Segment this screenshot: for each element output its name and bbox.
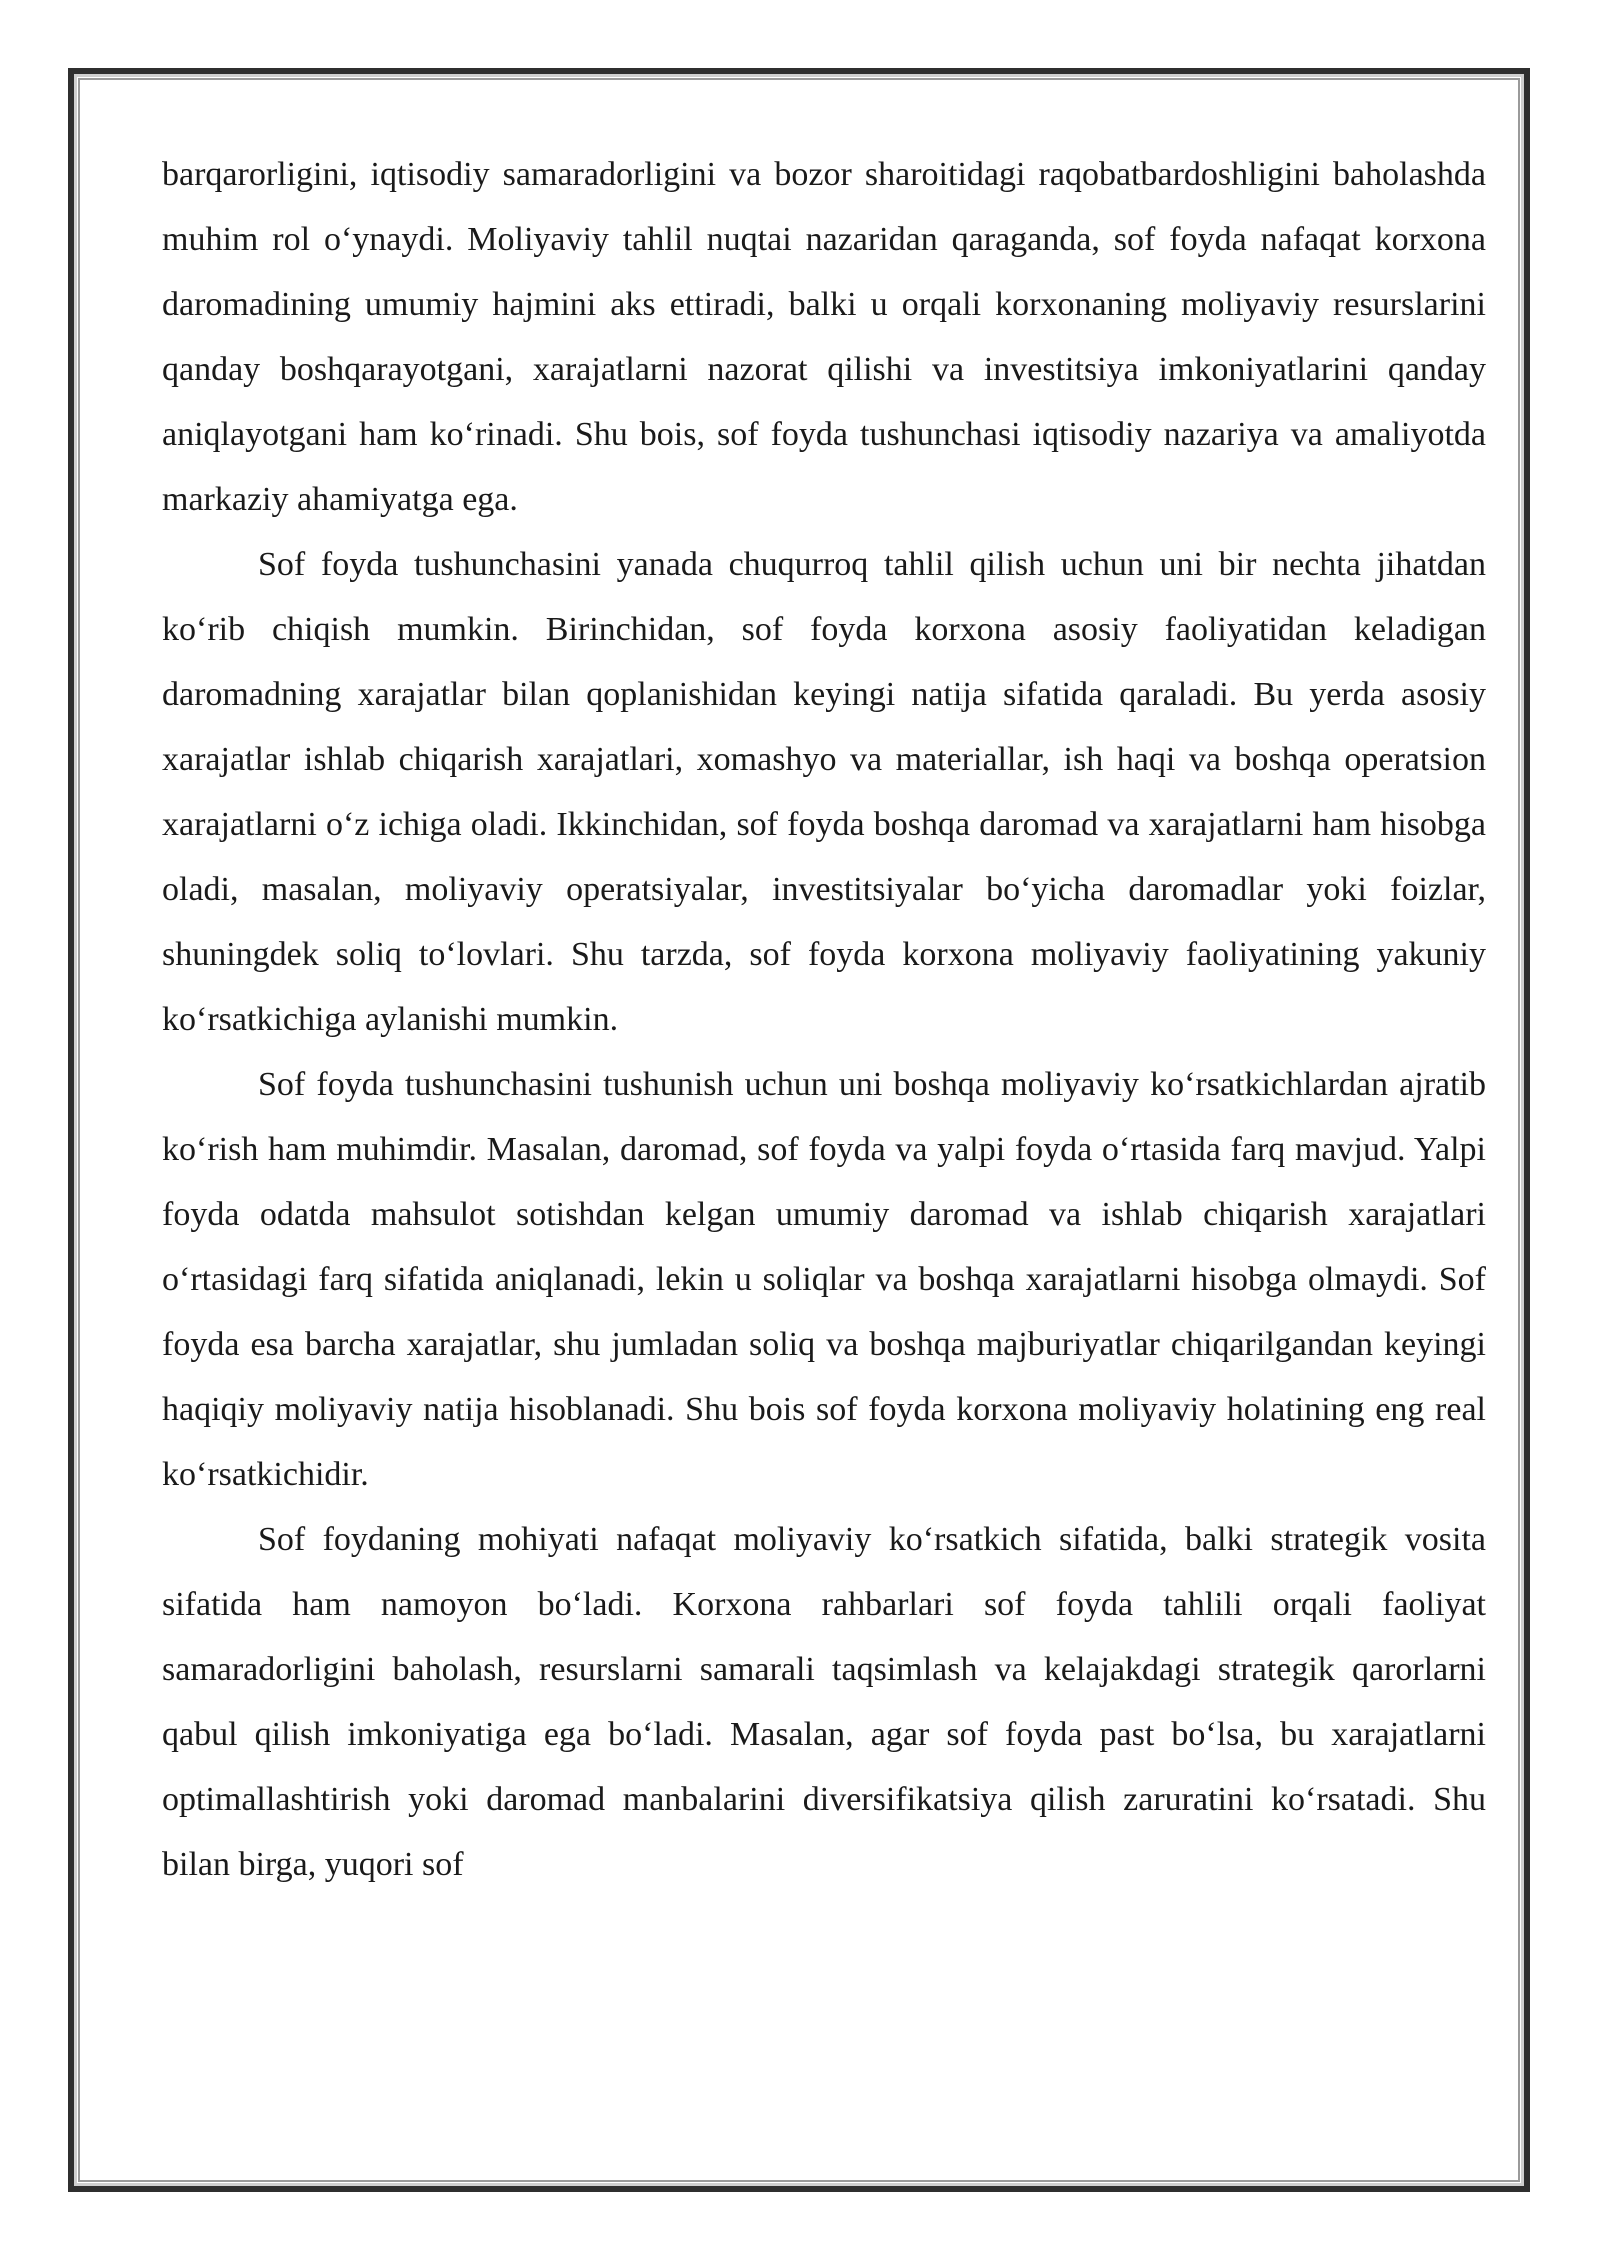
paragraph-continuation: barqarorligini, iqtisodiy samaradorligini va bozor sharoitidagi raqobatbardoshligini baholashda muhim rol o‘ynaydi. Moliyaviy tahlil nuqtai nazaridan qaraganda, sof foyda nafaqat korxona daromadining umumiy hajmini aks ettiradi, balki u orqali korxonaning moliyaviy resurslarini qanday boshqarayotgani, xarajatlarni nazorat qilishi va investitsiya imkoniyatlarini qanday aniqlayotgani ham ko‘rinadi. Shu bois, sof foyda tushunchasi iqtisodiy nazariya va amaliyotda markaziy ahamiyatga ega. [162, 156, 1486, 518]
paragraph: Sof foyda tushunchasini yanada chuqurroq tahlil qilish uchun uni bir nechta jihatdan ko‘rib chiqish mumkin. Birinchidan, sof foyda korxona asosiy faoliyatidan keladigan daromadning xarajatlar bilan qoplanishidan keyingi natija sifatida qaraladi. Bu yerda asosiy xarajatlar ishlab chiqarish xarajatlari, xomashyo va materiallar, ish haqi va boshqa operatsion xarajatlarni o‘z ichiga oladi. Ikkinchidan, sof foyda boshqa daromad va xarajatlarni ham hisobga oladi, masalan, moliyaviy operatsiyalar, investitsiyalar bo‘yicha daromadlar yoki foizlar, shuningdek soliq to‘lovlari. Shu tarzda, sof foyda korxona moliyaviy faoliyatining yakuniy ko‘rsatkichiga aylanishi mumkin. [162, 546, 1486, 1038]
paragraph: Sof foydaning mohiyati nafaqat moliyaviy ko‘rsatkich sifatida, balki strategik vosita sifatida ham namoyon bo‘ladi. Korxona rahbarlari sof foyda tahlili orqali faoliyat samaradorligini baholash, resurslarni samarali taqsimlash va kelajakdagi strategik qarorlarni qabul qilish imkoniyatiga ega bo‘ladi. Masalan, agar sof foyda past bo‘lsa, bu xarajatlarni optimallashtirish yoki daromad manbalarini diversifikatsiya qilish zaruratini ko‘rsatadi. Shu bilan birga, yuqori sof [162, 1521, 1486, 1883]
document-body [162, 142, 1486, 1897]
paragraph: Sof foyda tushunchasini tushunish uchun uni boshqa moliyaviy ko‘rsatkichlardan ajratib ko‘rish ham muhimdir. Masalan, daromad, sof foyda va yalpi foyda o‘rtasida farq mavjud. Yalpi foyda odatda mahsulot sotishdan kelgan umumiy daromad va ishlab chiqarish xarajatlari o‘rtasidagi farq sifatida aniqlanadi, lekin u soliqlar va boshqa xarajatlarni hisobga olmaydi. Sof foyda esa barcha xarajatlar, shu jumladan soliq va boshqa majburiyatlar chiqarilgandan keyingi haqiqiy moliyaviy natija hisoblanadi. Shu bois sof foyda korxona moliyaviy holatining eng real ko‘rsatkichidir. [162, 1066, 1486, 1493]
